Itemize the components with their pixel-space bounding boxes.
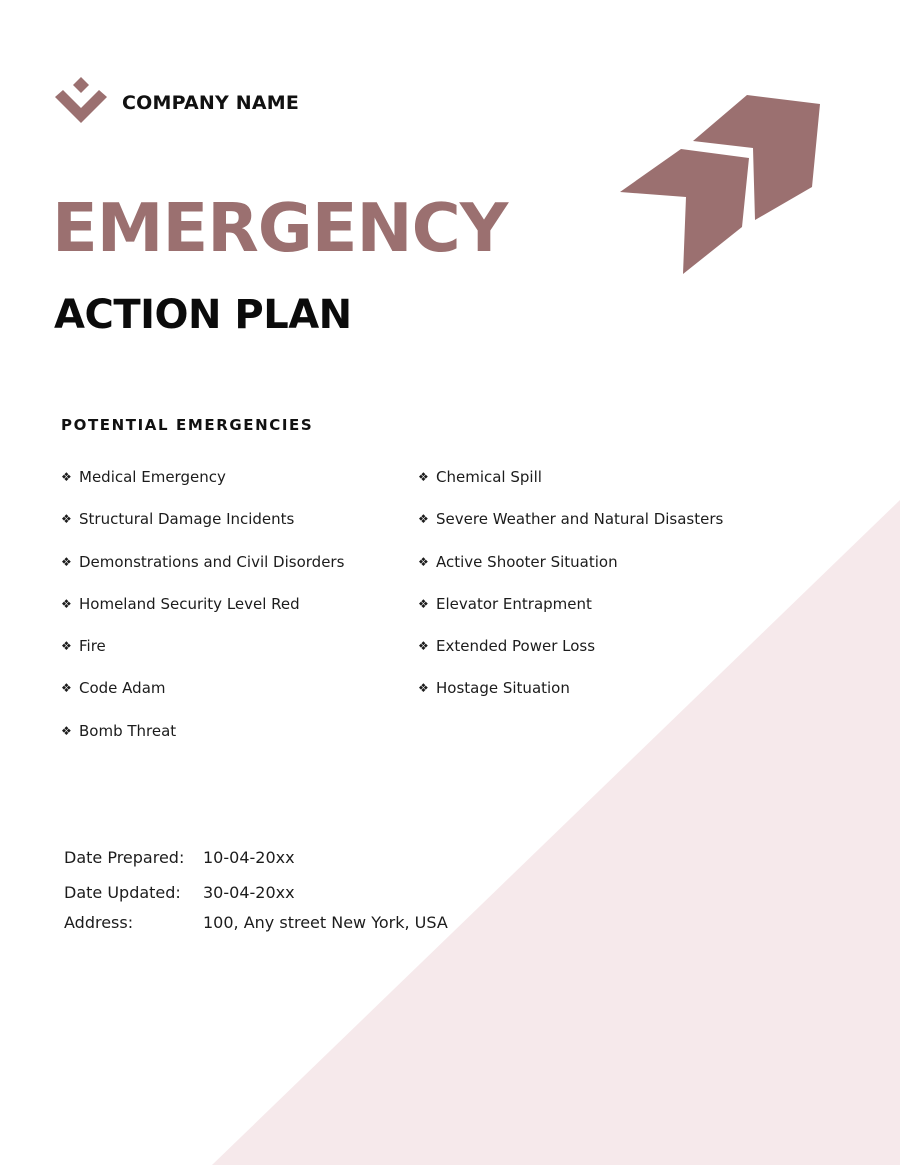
double-chevron-arrow-icon xyxy=(620,94,822,274)
address-row xyxy=(64,912,448,934)
list-item xyxy=(61,466,344,508)
list-item xyxy=(61,720,344,762)
list-item xyxy=(418,508,723,550)
list-item-label: Hostage Situation xyxy=(436,679,570,698)
list-item-label: Structural Damage Incidents xyxy=(79,510,295,529)
list-item xyxy=(418,466,723,508)
list-item-label: Active Shooter Situation xyxy=(436,552,618,571)
list-item-label: Extended Power Loss xyxy=(436,637,596,656)
list-item xyxy=(418,551,723,593)
title-emergency: EMERGENCY xyxy=(52,189,508,267)
diamond-bullet-icon: ❖ xyxy=(61,596,72,611)
list-item-label: Homeland Security Level Red xyxy=(79,594,300,613)
diamond-bullet-icon: ❖ xyxy=(418,512,429,527)
list-item-label: Code Adam xyxy=(79,679,166,698)
emergency-list-left xyxy=(61,466,344,762)
date-prepared-value: 10-04-20xx xyxy=(203,848,295,867)
diamond-bullet-icon: ❖ xyxy=(61,470,72,484)
diamond-bullet-icon: ❖ xyxy=(418,554,429,569)
list-item-label: Bomb Threat xyxy=(79,721,177,740)
list-item xyxy=(61,508,344,550)
date-updated-value: 30-04-20xx xyxy=(203,883,295,902)
list-item-label: Medical Emergency xyxy=(79,468,226,486)
diamond-bullet-icon: ❖ xyxy=(418,470,429,484)
list-item-label: Chemical Spill xyxy=(436,468,542,486)
address-value: 100, Any street New York, USA xyxy=(203,913,448,932)
list-item-label: Fire xyxy=(79,637,106,656)
diamond-bullet-icon: ❖ xyxy=(61,512,72,527)
emergency-list-right xyxy=(418,466,723,720)
list-item xyxy=(61,635,344,677)
diamond-bullet-icon: ❖ xyxy=(61,681,72,696)
section-heading-potential-emergencies: POTENTIAL EMERGENCIES xyxy=(61,416,314,434)
date-prepared-label: Date Prepared: xyxy=(64,848,185,867)
date-updated-row xyxy=(64,882,295,904)
list-item xyxy=(418,635,723,677)
list-item xyxy=(418,677,723,719)
diamond-bullet-icon: ❖ xyxy=(418,681,429,696)
date-updated-label: Date Updated: xyxy=(64,883,181,902)
title-action-plan: ACTION PLAN xyxy=(54,292,352,338)
diamond-bullet-icon: ❖ xyxy=(61,723,72,738)
diamond-bullet-icon: ❖ xyxy=(61,639,72,654)
date-prepared-row xyxy=(64,847,295,869)
company-name: COMPANY NAME xyxy=(122,92,300,114)
diamond-bullet-icon: ❖ xyxy=(61,554,72,569)
list-item-label: Severe Weather and Natural Disasters xyxy=(436,510,724,529)
list-item xyxy=(61,551,344,593)
list-item xyxy=(61,593,344,635)
diamond-bullet-icon: ❖ xyxy=(418,639,429,654)
address-label: Address: xyxy=(64,913,134,932)
list-item-label: Elevator Entrapment xyxy=(436,594,592,613)
list-item xyxy=(61,677,344,719)
diamond-bullet-icon: ❖ xyxy=(418,596,429,611)
list-item xyxy=(418,593,723,635)
company-logo-icon xyxy=(55,75,107,125)
list-item-label: Demonstrations and Civil Disorders xyxy=(79,552,345,571)
